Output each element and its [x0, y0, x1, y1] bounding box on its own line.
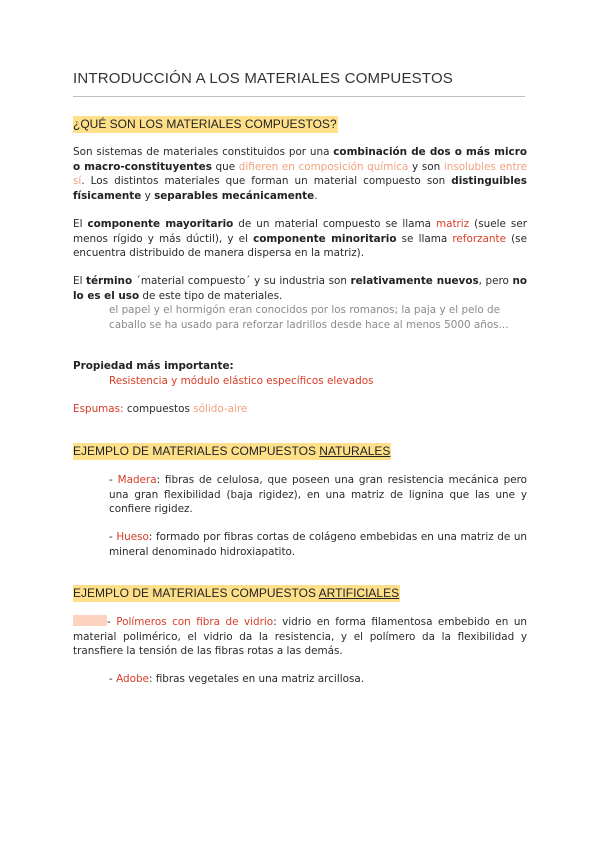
section-heading-artificial: EJEMPLO DE MATERIALES COMPUESTOS ARTIFICIALES [73, 586, 400, 600]
section-heading-what-are: ¿QUÉ SON LOS MATERIALES COMPUESTOS? [73, 117, 337, 131]
bold-not-use: no lo es el uso [73, 275, 527, 302]
title-divider [73, 96, 525, 97]
paragraph-history: El término ´material compuesto´ y su industria son relativamente nuevos, pero no lo es el uso de este tipo de materiales. [73, 275, 527, 302]
fiberglass-label: Polímeros con fibra de vidrio [116, 616, 274, 628]
highlight-insoluble: insolubles entre sí [73, 160, 527, 188]
section-heading-natural: EJEMPLO DE MATERIALES COMPUESTOS NATURALES [73, 444, 391, 458]
bold-term: término [86, 275, 133, 287]
foam-label: Espumas: [73, 403, 124, 415]
foam-line: Espumas: compuestos sólido-aire [73, 403, 248, 415]
natural-item-wood: - Madera: fibras de celulosa, que poseen una gran resistencia mecánica pero una gran flexibilidad (baja rigidez), en una matriz de lignina que las une y confiere rigidez. [109, 474, 527, 516]
adobe-label: Adobe [116, 673, 149, 685]
artificial-item-fiberglass: - Polímeros con fibra de vidrio: vidrio en forma filamentosa embebido en un material polimérico, el vidrio da la resistencia, y el polímero da la flexibilidad y transfiere la tensión de las fibras rotas a las demás. [73, 616, 527, 658]
paragraph-definition: Son sistemas de materiales constituidos por una combinación de dos o más micro o macro-constituyentes que difieren en composición química y son insolubles entre sí. Los distintos materiales que forman un material compuesto son distinguibles físicamente y separables mecánicamente. [73, 146, 527, 202]
bone-label: Hueso [116, 531, 149, 543]
document-title: INTRODUCCIÓN A LOS MATERIALES COMPUESTOS [73, 70, 454, 87]
foam-value: sólido-aire [193, 403, 248, 415]
highlight-combination: combinación de dos o más micro o macro-constituyentes [73, 146, 527, 173]
property-label: Propiedad más importante: [73, 360, 234, 372]
artificial-item-adobe: - Adobe: fibras vegetales en una matriz arcillosa. [109, 673, 365, 685]
highlight-matrix: matriz [435, 218, 470, 230]
bold-separable: separables mecánicamente [154, 189, 315, 202]
bold-relatively-new: relativamente nuevos [350, 275, 479, 287]
bold-major-component: componente mayoritario [87, 218, 234, 230]
paragraph-components: El componente mayoritario de un material compuesto se llama matriz (suele ser menos rígido y más dúctil), y el componente minoritario se llama reforzante (se encuentra distribuido de manera dispersa en la matriz). [73, 218, 527, 260]
highlight-marker [73, 615, 107, 626]
highlight-composition: difieren en composición química [238, 160, 409, 173]
natural-item-bone: - Hueso: formado por fibras cortas de colágeno embebidas en una matriz de un mineral denominado hidroxiapatito. [109, 531, 527, 558]
wood-label: Madera [117, 474, 157, 486]
highlight-reinforcement: reforzante [452, 232, 506, 245]
history-note: el papel y el hormigón eran conocidos por los romanos; la paja y el pelo de caballo se ha usado para reforzar ladrillos desde hace al menos 5000 años... [109, 304, 509, 331]
bold-distinguishable: distinguibles físicamente [73, 175, 527, 202]
bold-minor-component: componente minoritario [253, 232, 397, 245]
property-value: Resistencia y módulo elástico específicos elevados [109, 375, 374, 387]
